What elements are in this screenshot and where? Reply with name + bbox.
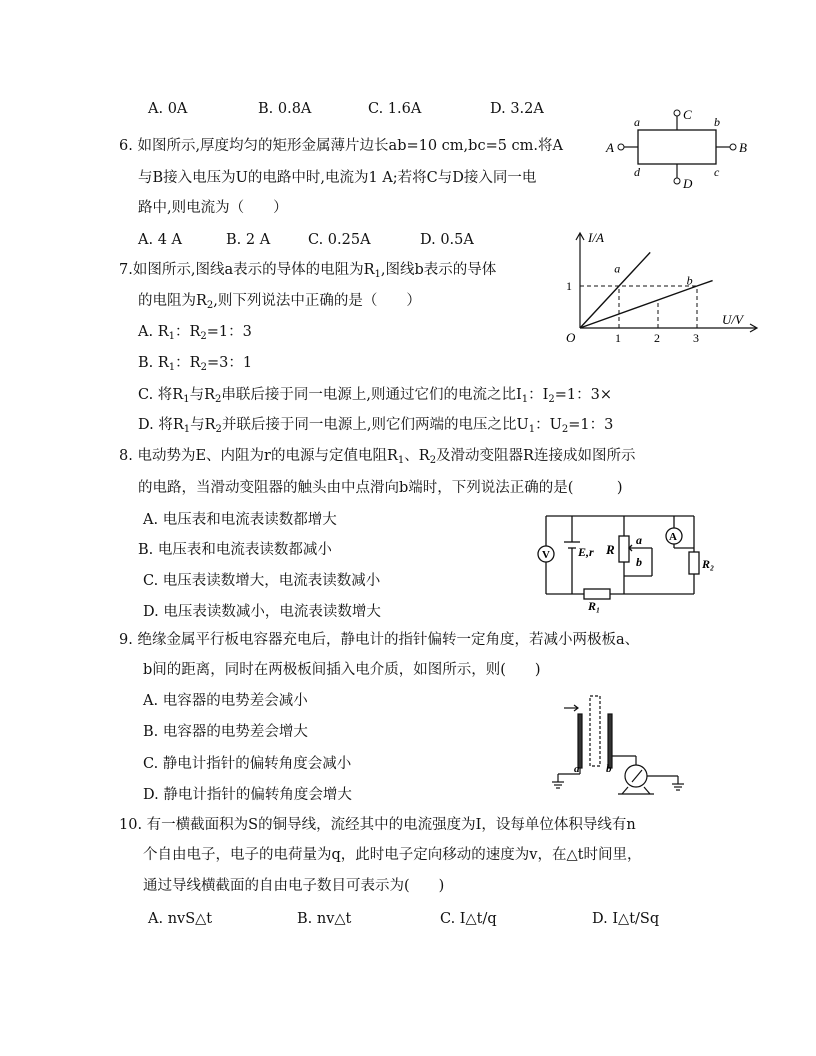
t: 2 (215, 394, 222, 405)
q6-stem-line1: 6. 如图所示,厚度均匀的矩形金属薄片边长ab=10 cm,bc=5 cm.将A (119, 138, 564, 154)
t: 串联后接于同一电源上,则通过它们的电流之比I (221, 387, 522, 403)
q8-stem-line2: 的电路，当滑动变阻器的触头由中点滑向b端时，下列说法正确的是( ) (138, 480, 623, 496)
t: 与R (190, 417, 216, 433)
t: D. 将R (138, 417, 184, 433)
q10-stem-line1: 10. 有一横截面积为S的铜导线，流经其中的电流强度为I，设每单位体积导线有n (119, 817, 636, 833)
t: 1 (183, 394, 190, 405)
capacitor-figure (548, 690, 688, 802)
q5-option-a: A. 0A (148, 101, 188, 117)
fig6-label-a: a (634, 115, 640, 129)
q7-text: 7.如图所示,图线a表示的导体的电阻为R (119, 262, 375, 278)
t: B. R (138, 355, 169, 371)
q10-stem-line2: 个自由电子，电子的电荷量为q，此时电子定向移动的速度为v，在△t时间里， (143, 847, 642, 863)
fig6-label-A: A (606, 140, 614, 155)
q10-stem-line3: 通过导线横截面的自由电子数目可表示为( ) (143, 878, 445, 894)
q10-option-a: A. nvS△t (148, 911, 213, 927)
y-tick-label: 1 (566, 279, 572, 293)
ammeter-label: A (669, 531, 677, 543)
q7-option-b (138, 353, 252, 373)
t: ：R (174, 324, 201, 340)
t: 1 (183, 424, 191, 435)
t: 2 (561, 424, 569, 435)
q10-option-b: B. nv△t (297, 911, 352, 927)
metal-sheet-figure (600, 104, 760, 192)
q6-option-a: A. 4 A (138, 232, 182, 248)
t: =1：3 (568, 417, 614, 433)
q6-stem-line2: 与B接入电压为U的电路中时,电流为1 A;若将C与D接入同一电 (138, 170, 537, 186)
q7-stem-line2 (138, 291, 421, 311)
t: ：R (175, 355, 201, 371)
t: 1 (521, 394, 529, 405)
t: 2 (548, 394, 555, 405)
q9-option-c: C. 静电计指针的偏转角度会减小 (143, 756, 352, 772)
t: 8. 电动势为E、内阻为r的电源与定值电阻R (119, 448, 398, 464)
t: 1 (168, 331, 175, 342)
t: ：I (528, 387, 549, 403)
series-label-a: a (614, 261, 621, 276)
r1-label: R₁ (588, 599, 601, 613)
q8-option-a: A. 电压表和电流表读数都增大 (143, 512, 337, 528)
q7-stem-line1 (119, 260, 496, 280)
slider-a-label: a (636, 533, 642, 547)
t: ：U (535, 417, 562, 433)
q7-sub: 1 (374, 269, 381, 280)
q8-option-b: B. 电压表和电流表读数都减小 (138, 542, 332, 558)
t: =1：3 (206, 324, 252, 340)
x-tick-label: 3 (693, 331, 699, 345)
t: 1 (168, 362, 176, 373)
q6-option-b: B. 2 A (226, 232, 271, 248)
plate-b-label: b (606, 763, 612, 775)
q7-sub: 2 (206, 300, 214, 311)
plate-a-label: a (574, 763, 580, 775)
q6-option-c: C. 0.25A (308, 232, 371, 248)
x-axis-label: U/V (722, 312, 743, 327)
q8-stem-line1 (119, 446, 635, 466)
t: 、R (404, 448, 430, 464)
q9-option-d: D. 静电计指针的偏转角度会增大 (143, 787, 352, 803)
fig6-label-c: c (714, 165, 720, 179)
t: 2 (200, 331, 207, 342)
t: 2 (215, 424, 222, 435)
q8-option-d: D. 电压表读数减小，电流表读数增大 (143, 604, 381, 620)
t: 1 (528, 424, 536, 435)
t: 并联后接于同一电源上,则它们两端的电压之比U (221, 417, 529, 433)
fig6-label-D: D (683, 176, 693, 191)
q8-option-c: C. 电压表读数增大，电流表读数减小 (143, 573, 381, 589)
q7-option-d (138, 415, 613, 435)
q7-text: ,图线b表示的导体 (380, 262, 497, 278)
t: =3：1 (206, 355, 253, 371)
series-line-b (580, 281, 713, 328)
circuit-figure (526, 508, 716, 614)
t: 2 (429, 455, 437, 466)
q7-text: ,则下列说法中正确的是（ ） (213, 293, 421, 309)
series-label-b: b (686, 273, 693, 288)
q9-option-a: A. 电容器的电势差会减小 (143, 693, 308, 709)
q6-option-d: D. 0.5A (420, 232, 474, 248)
t: 及滑动变阻器R连接成如图所示 (436, 448, 636, 464)
voltmeter-label: V (542, 549, 550, 561)
t: 2 (200, 362, 207, 373)
t: C. 将R (138, 387, 184, 403)
fig6-label-b: b (714, 115, 720, 129)
x-tick-label: 1 (615, 331, 621, 345)
slider-b-label: b (636, 555, 642, 569)
r2-label: R₂ (702, 557, 715, 571)
y-axis-label: I/A (588, 230, 604, 245)
fig6-label-C: C (683, 107, 692, 122)
battery-label: E,r (578, 545, 594, 559)
q5-option-d: D. 3.2A (490, 101, 544, 117)
t: 与R (189, 387, 216, 403)
t: A. R (138, 324, 169, 340)
x-tick-label: 2 (654, 331, 660, 345)
t: =1：3× (554, 387, 612, 403)
q9-stem-line1: 9. 绝缘金属平行板电容器充电后，静电计的指针偏转一定角度，若减小两极板a、 (119, 632, 640, 648)
q7-text: 的电阻为R (138, 293, 207, 309)
q9-stem-line2: b间的距离，同时在两极板间插入电介质，如图所示，则( ) (143, 662, 541, 678)
iu-chart (560, 228, 770, 348)
q5-option-c: C. 1.6A (368, 101, 422, 117)
q10-option-d: D. I△t/Sq (592, 911, 660, 927)
q10-option-c: C. I△t/q (440, 911, 497, 927)
t: 1 (397, 455, 405, 466)
q7-option-c (138, 385, 612, 405)
origin-label: O (566, 330, 576, 345)
fig6-label-B: B (739, 140, 747, 155)
q5-option-b: B. 0.8A (258, 101, 312, 117)
q6-stem-line3: 路中,则电流为（ ） (138, 200, 288, 216)
rheostat-label: R (606, 542, 615, 557)
q7-option-a (138, 322, 252, 342)
q9-option-b: B. 电容器的电势差会增大 (143, 724, 308, 740)
fig6-label-d: d (634, 165, 640, 179)
